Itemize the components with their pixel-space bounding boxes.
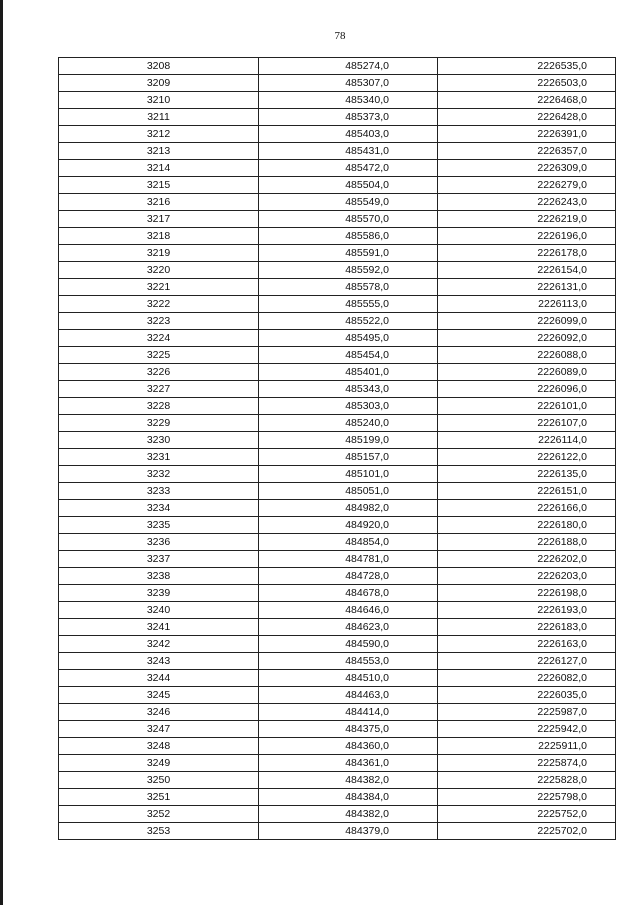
y-coordinate-cell: 2226468,0 bbox=[438, 92, 616, 109]
y-coordinate-cell: 2226198,0 bbox=[438, 585, 616, 602]
point-number-cell: 3253 bbox=[59, 823, 259, 840]
y-coordinate-cell: 2225752,0 bbox=[438, 806, 616, 823]
point-number-cell: 3223 bbox=[59, 313, 259, 330]
y-coordinate-cell: 2226163,0 bbox=[438, 636, 616, 653]
y-coordinate-cell: 2226035,0 bbox=[438, 687, 616, 704]
x-coordinate-cell: 484553,0 bbox=[259, 653, 438, 670]
y-coordinate-cell: 2226391,0 bbox=[438, 126, 616, 143]
table-row bbox=[59, 330, 616, 347]
x-coordinate-cell: 484781,0 bbox=[259, 551, 438, 568]
table-row bbox=[59, 228, 616, 245]
y-coordinate-cell: 2226127,0 bbox=[438, 653, 616, 670]
y-coordinate-cell: 2226166,0 bbox=[438, 500, 616, 517]
point-number-cell: 3234 bbox=[59, 500, 259, 517]
x-coordinate-cell: 485549,0 bbox=[259, 194, 438, 211]
y-coordinate-cell: 2226309,0 bbox=[438, 160, 616, 177]
point-number-cell: 3226 bbox=[59, 364, 259, 381]
point-number-cell: 3236 bbox=[59, 534, 259, 551]
y-coordinate-cell: 2226188,0 bbox=[438, 534, 616, 551]
table-row bbox=[59, 415, 616, 432]
x-coordinate-cell: 485199,0 bbox=[259, 432, 438, 449]
y-coordinate-cell: 2226279,0 bbox=[438, 177, 616, 194]
point-number-cell: 3229 bbox=[59, 415, 259, 432]
table-row bbox=[59, 806, 616, 823]
table-row bbox=[59, 347, 616, 364]
y-coordinate-cell: 2225942,0 bbox=[438, 721, 616, 738]
point-number-cell: 3230 bbox=[59, 432, 259, 449]
x-coordinate-cell: 484854,0 bbox=[259, 534, 438, 551]
point-number-cell: 3243 bbox=[59, 653, 259, 670]
point-number-cell: 3217 bbox=[59, 211, 259, 228]
x-coordinate-cell: 484361,0 bbox=[259, 755, 438, 772]
y-coordinate-cell: 2226203,0 bbox=[438, 568, 616, 585]
y-coordinate-cell: 2226092,0 bbox=[438, 330, 616, 347]
x-coordinate-cell: 484982,0 bbox=[259, 500, 438, 517]
point-number-cell: 3251 bbox=[59, 789, 259, 806]
point-number-cell: 3221 bbox=[59, 279, 259, 296]
y-coordinate-cell: 2226151,0 bbox=[438, 483, 616, 500]
table-row bbox=[59, 585, 616, 602]
table-row bbox=[59, 721, 616, 738]
table-row bbox=[59, 262, 616, 279]
y-coordinate-cell: 2226107,0 bbox=[438, 415, 616, 432]
point-number-cell: 3240 bbox=[59, 602, 259, 619]
y-coordinate-cell: 2226183,0 bbox=[438, 619, 616, 636]
scan-left-edge bbox=[0, 0, 3, 905]
y-coordinate-cell: 2226196,0 bbox=[438, 228, 616, 245]
point-number-cell: 3211 bbox=[59, 109, 259, 126]
point-number-cell: 3228 bbox=[59, 398, 259, 415]
x-coordinate-cell: 484382,0 bbox=[259, 806, 438, 823]
x-coordinate-cell: 485522,0 bbox=[259, 313, 438, 330]
point-number-cell: 3225 bbox=[59, 347, 259, 364]
y-coordinate-cell: 2226096,0 bbox=[438, 381, 616, 398]
table-row bbox=[59, 364, 616, 381]
y-coordinate-cell: 2225828,0 bbox=[438, 772, 616, 789]
table-row bbox=[59, 177, 616, 194]
y-coordinate-cell: 2226154,0 bbox=[438, 262, 616, 279]
table-row bbox=[59, 738, 616, 755]
point-number-cell: 3246 bbox=[59, 704, 259, 721]
table-row bbox=[59, 296, 616, 313]
x-coordinate-cell: 485570,0 bbox=[259, 211, 438, 228]
point-number-cell: 3227 bbox=[59, 381, 259, 398]
point-number-cell: 3222 bbox=[59, 296, 259, 313]
x-coordinate-cell: 485340,0 bbox=[259, 92, 438, 109]
table-row bbox=[59, 194, 616, 211]
x-coordinate-cell: 485240,0 bbox=[259, 415, 438, 432]
point-number-cell: 3214 bbox=[59, 160, 259, 177]
point-number-cell: 3237 bbox=[59, 551, 259, 568]
point-number-cell: 3252 bbox=[59, 806, 259, 823]
table-row bbox=[59, 568, 616, 585]
x-coordinate-cell: 485157,0 bbox=[259, 449, 438, 466]
point-number-cell: 3216 bbox=[59, 194, 259, 211]
y-coordinate-cell: 2226357,0 bbox=[438, 143, 616, 160]
table-row bbox=[59, 398, 616, 415]
x-coordinate-cell: 485555,0 bbox=[259, 296, 438, 313]
y-coordinate-cell: 2225702,0 bbox=[438, 823, 616, 840]
x-coordinate-cell: 484360,0 bbox=[259, 738, 438, 755]
table-row bbox=[59, 313, 616, 330]
table-row bbox=[59, 279, 616, 296]
y-coordinate-cell: 2225987,0 bbox=[438, 704, 616, 721]
x-coordinate-cell: 485592,0 bbox=[259, 262, 438, 279]
y-coordinate-cell: 2226135,0 bbox=[438, 466, 616, 483]
table-row bbox=[59, 823, 616, 840]
x-coordinate-cell: 485373,0 bbox=[259, 109, 438, 126]
table-row bbox=[59, 432, 616, 449]
table-row bbox=[59, 534, 616, 551]
x-coordinate-cell: 485307,0 bbox=[259, 75, 438, 92]
page-number: 78 bbox=[334, 30, 346, 42]
point-number-cell: 3220 bbox=[59, 262, 259, 279]
table-row bbox=[59, 466, 616, 483]
y-coordinate-cell: 2226503,0 bbox=[438, 75, 616, 92]
x-coordinate-cell: 484379,0 bbox=[259, 823, 438, 840]
y-coordinate-cell: 2226088,0 bbox=[438, 347, 616, 364]
x-coordinate-cell: 485472,0 bbox=[259, 160, 438, 177]
y-coordinate-cell: 2226180,0 bbox=[438, 517, 616, 534]
y-coordinate-cell: 2226101,0 bbox=[438, 398, 616, 415]
coordinates-table-body bbox=[59, 58, 616, 840]
y-coordinate-cell: 2226243,0 bbox=[438, 194, 616, 211]
y-coordinate-cell: 2226428,0 bbox=[438, 109, 616, 126]
table-row bbox=[59, 143, 616, 160]
y-coordinate-cell: 2226219,0 bbox=[438, 211, 616, 228]
y-coordinate-cell: 2226113,0 bbox=[438, 296, 616, 313]
x-coordinate-cell: 484590,0 bbox=[259, 636, 438, 653]
point-number-cell: 3238 bbox=[59, 568, 259, 585]
y-coordinate-cell: 2225874,0 bbox=[438, 755, 616, 772]
table-row bbox=[59, 670, 616, 687]
y-coordinate-cell: 2226535,0 bbox=[438, 58, 616, 75]
table-row bbox=[59, 449, 616, 466]
y-coordinate-cell: 2225911,0 bbox=[438, 738, 616, 755]
point-number-cell: 3213 bbox=[59, 143, 259, 160]
point-number-cell: 3212 bbox=[59, 126, 259, 143]
y-coordinate-cell: 2226089,0 bbox=[438, 364, 616, 381]
table-row bbox=[59, 687, 616, 704]
x-coordinate-cell: 485051,0 bbox=[259, 483, 438, 500]
x-coordinate-cell: 485454,0 bbox=[259, 347, 438, 364]
x-coordinate-cell: 484510,0 bbox=[259, 670, 438, 687]
x-coordinate-cell: 484623,0 bbox=[259, 619, 438, 636]
table-row bbox=[59, 602, 616, 619]
table-row bbox=[59, 245, 616, 262]
x-coordinate-cell: 484375,0 bbox=[259, 721, 438, 738]
y-coordinate-cell: 2226082,0 bbox=[438, 670, 616, 687]
point-number-cell: 3218 bbox=[59, 228, 259, 245]
table-row bbox=[59, 500, 616, 517]
table-row bbox=[59, 789, 616, 806]
y-coordinate-cell: 2226099,0 bbox=[438, 313, 616, 330]
table-row bbox=[59, 126, 616, 143]
point-number-cell: 3208 bbox=[59, 58, 259, 75]
y-coordinate-cell: 2225798,0 bbox=[438, 789, 616, 806]
x-coordinate-cell: 485586,0 bbox=[259, 228, 438, 245]
x-coordinate-cell: 485495,0 bbox=[259, 330, 438, 347]
table-row bbox=[59, 160, 616, 177]
table-row bbox=[59, 211, 616, 228]
x-coordinate-cell: 484646,0 bbox=[259, 602, 438, 619]
x-coordinate-cell: 484382,0 bbox=[259, 772, 438, 789]
y-coordinate-cell: 2226193,0 bbox=[438, 602, 616, 619]
point-number-cell: 3235 bbox=[59, 517, 259, 534]
x-coordinate-cell: 485274,0 bbox=[259, 58, 438, 75]
point-number-cell: 3241 bbox=[59, 619, 259, 636]
x-coordinate-cell: 485431,0 bbox=[259, 143, 438, 160]
table-row bbox=[59, 636, 616, 653]
x-coordinate-cell: 485504,0 bbox=[259, 177, 438, 194]
table-row bbox=[59, 483, 616, 500]
x-coordinate-cell: 485303,0 bbox=[259, 398, 438, 415]
x-coordinate-cell: 484678,0 bbox=[259, 585, 438, 602]
point-number-cell: 3215 bbox=[59, 177, 259, 194]
table-row bbox=[59, 109, 616, 126]
y-coordinate-cell: 2226178,0 bbox=[438, 245, 616, 262]
x-coordinate-cell: 484414,0 bbox=[259, 704, 438, 721]
point-number-cell: 3244 bbox=[59, 670, 259, 687]
y-coordinate-cell: 2226114,0 bbox=[438, 432, 616, 449]
point-number-cell: 3239 bbox=[59, 585, 259, 602]
y-coordinate-cell: 2226122,0 bbox=[438, 449, 616, 466]
table-row bbox=[59, 704, 616, 721]
point-number-cell: 3209 bbox=[59, 75, 259, 92]
x-coordinate-cell: 484384,0 bbox=[259, 789, 438, 806]
table-row bbox=[59, 755, 616, 772]
point-number-cell: 3249 bbox=[59, 755, 259, 772]
table-row bbox=[59, 619, 616, 636]
x-coordinate-cell: 485101,0 bbox=[259, 466, 438, 483]
x-coordinate-cell: 485591,0 bbox=[259, 245, 438, 262]
point-number-cell: 3248 bbox=[59, 738, 259, 755]
point-number-cell: 3247 bbox=[59, 721, 259, 738]
y-coordinate-cell: 2226202,0 bbox=[438, 551, 616, 568]
table-row bbox=[59, 58, 616, 75]
x-coordinate-cell: 485578,0 bbox=[259, 279, 438, 296]
table-row bbox=[59, 653, 616, 670]
x-coordinate-cell: 484920,0 bbox=[259, 517, 438, 534]
y-coordinate-cell: 2226131,0 bbox=[438, 279, 616, 296]
point-number-cell: 3233 bbox=[59, 483, 259, 500]
table-row bbox=[59, 517, 616, 534]
point-number-cell: 3250 bbox=[59, 772, 259, 789]
point-number-cell: 3232 bbox=[59, 466, 259, 483]
point-number-cell: 3245 bbox=[59, 687, 259, 704]
x-coordinate-cell: 484728,0 bbox=[259, 568, 438, 585]
x-coordinate-cell: 485403,0 bbox=[259, 126, 438, 143]
table-row bbox=[59, 381, 616, 398]
point-number-cell: 3210 bbox=[59, 92, 259, 109]
x-coordinate-cell: 485343,0 bbox=[259, 381, 438, 398]
x-coordinate-cell: 484463,0 bbox=[259, 687, 438, 704]
table-row bbox=[59, 551, 616, 568]
table-row bbox=[59, 92, 616, 109]
x-coordinate-cell: 485401,0 bbox=[259, 364, 438, 381]
point-number-cell: 3242 bbox=[59, 636, 259, 653]
point-number-cell: 3231 bbox=[59, 449, 259, 466]
table-row bbox=[59, 75, 616, 92]
point-number-cell: 3219 bbox=[59, 245, 259, 262]
table-row bbox=[59, 772, 616, 789]
coordinates-table bbox=[58, 57, 616, 840]
point-number-cell: 3224 bbox=[59, 330, 259, 347]
